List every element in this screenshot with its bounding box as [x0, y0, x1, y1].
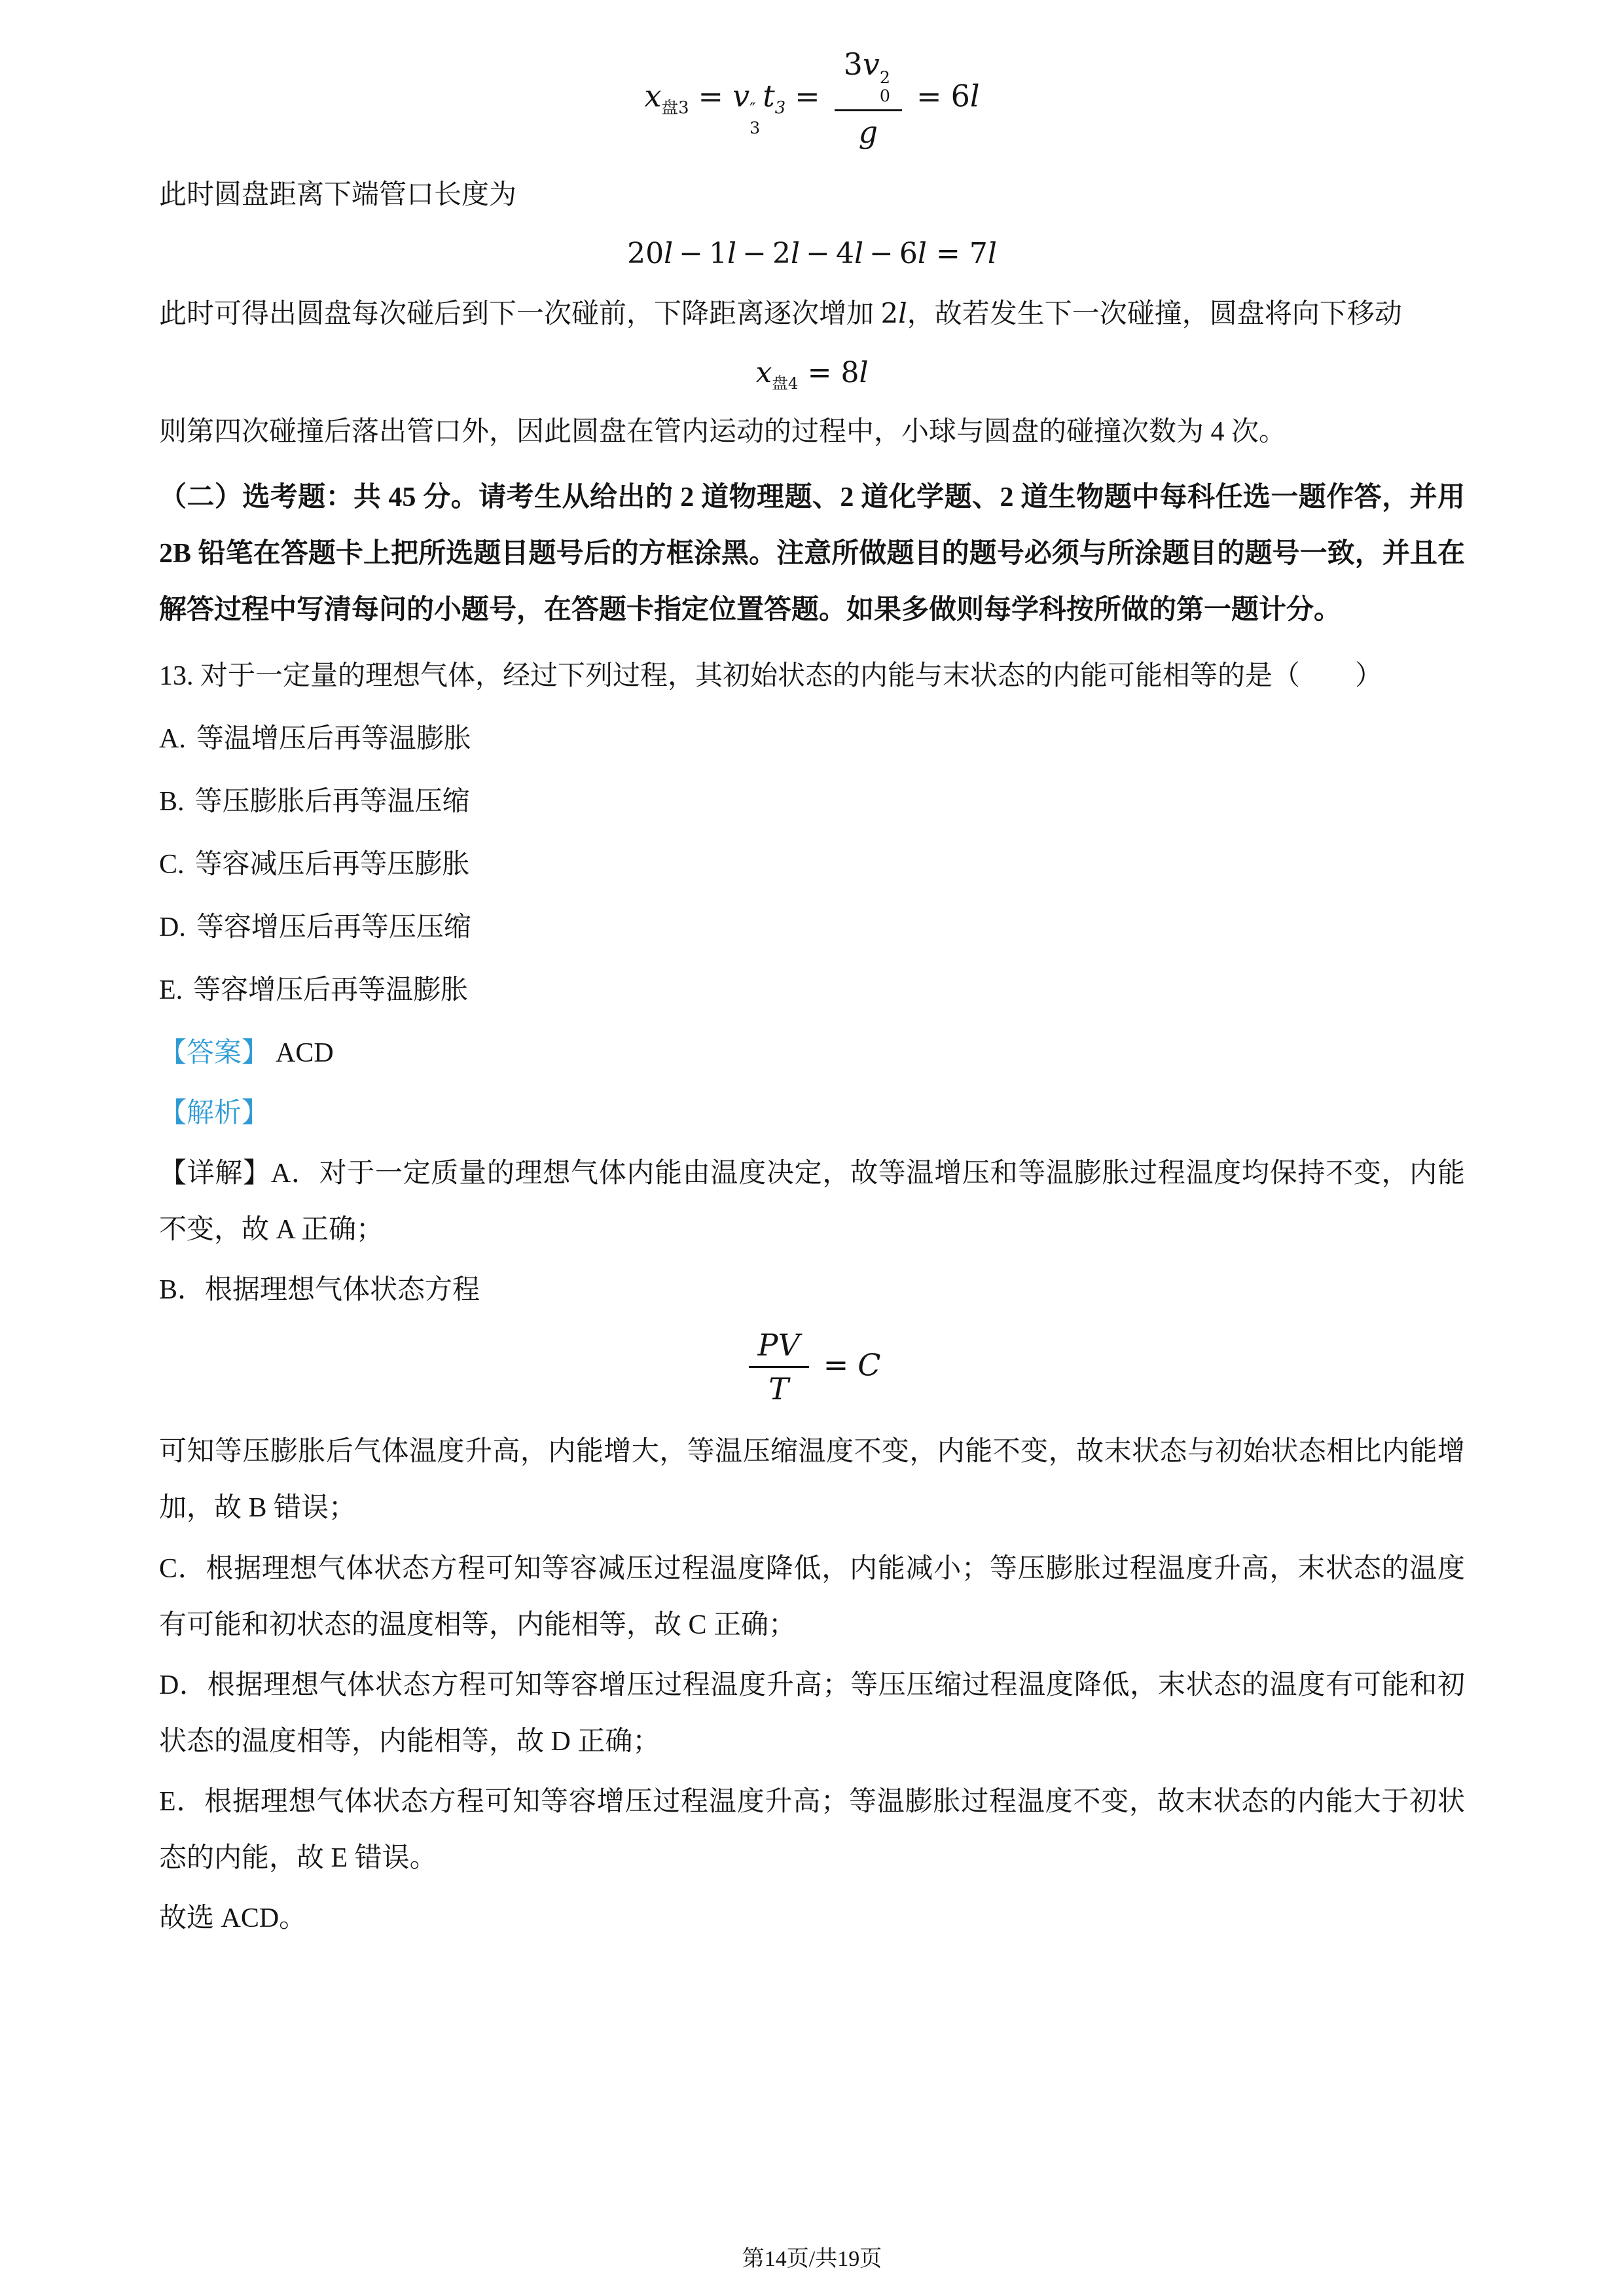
answer-value: ACD	[276, 1038, 334, 1069]
math-supsub-v	[749, 100, 760, 137]
answer-label: 【答案】	[159, 1038, 270, 1069]
math-minus: −	[679, 237, 704, 271]
math-sub-t3: 3	[774, 98, 786, 118]
math-var-v0: v	[862, 46, 880, 82]
math-num-3: 3	[843, 46, 863, 82]
math-num-6: 6	[950, 78, 970, 114]
question-13	[159, 648, 1465, 704]
math-sub-3: 3	[749, 118, 761, 137]
option-label: A.	[159, 723, 186, 754]
paragraph-collision-increase	[159, 285, 1465, 342]
math-var-g: g	[858, 115, 878, 151]
detail-paragraph-b-intro	[159, 1262, 1465, 1318]
option-text: 等温增压后再等温膨胀	[196, 723, 471, 754]
math-sup-2: 2	[879, 67, 891, 87]
paragraph-collision-count	[159, 404, 1465, 460]
page-number: 第14页/共19页	[742, 2247, 882, 2271]
math-minus: −	[742, 237, 767, 271]
option-e	[159, 962, 1465, 1018]
detail-paragraph-d	[159, 1657, 1465, 1770]
option-label: C.	[159, 849, 185, 880]
math-fraction	[749, 1328, 809, 1407]
paragraph-text: 此时圆盘距离下端管口长度为	[159, 180, 517, 211]
fraction-numerator	[749, 1328, 809, 1369]
paragraph-disc-distance	[159, 167, 1465, 223]
math-equals: =	[698, 78, 724, 114]
detail-paragraph-c	[159, 1541, 1465, 1653]
option-text: 等容增压后再等温膨胀	[193, 975, 469, 1005]
math-var-l: l	[969, 78, 980, 114]
math-equals: =	[807, 355, 832, 389]
final-answer-text: 故选 ACD。	[159, 1903, 307, 1934]
detail-label: 【详解】	[159, 1158, 271, 1189]
math-var-l: l	[854, 237, 864, 271]
math-equals: =	[935, 237, 960, 271]
math-var-v: v	[732, 78, 750, 114]
math-equals: =	[795, 78, 820, 114]
detail-paragraph-b	[159, 1424, 1465, 1536]
paragraph-text: ，故若发生下一次碰撞，圆盘将向下移动	[907, 298, 1402, 329]
detail-paragraph-e	[159, 1774, 1465, 1886]
math-var-t: t	[763, 78, 775, 114]
math-var-l: l	[898, 296, 907, 329]
math-minus: −	[869, 237, 893, 271]
math-num: 4	[835, 237, 854, 271]
math-num: 20	[627, 237, 664, 271]
option-text: 等容增压后再等压压缩	[196, 912, 471, 942]
math-var-c: C	[857, 1346, 881, 1382]
math-var-l: l	[727, 237, 737, 271]
math-sub-0: 0	[879, 86, 891, 105]
option-text: 等容减压后再等压膨胀	[194, 849, 470, 880]
option-label: B.	[159, 786, 185, 817]
fraction-denominator	[749, 1368, 809, 1407]
math-var-x: x	[644, 78, 662, 114]
option-label: E.	[159, 975, 183, 1005]
math-var-l: l	[917, 237, 927, 271]
math-var-pv: PV	[757, 1327, 800, 1363]
math-num: 7	[969, 237, 988, 271]
math-num-8: 8	[840, 355, 859, 389]
page-footer	[0, 2240, 1624, 2272]
option-b	[159, 774, 1465, 830]
paragraph-text: 则第四次碰撞后落出管口外，因此圆盘在管内运动的过程中，小球与圆盘的碰撞次数为 4 次。	[159, 417, 1287, 448]
math-num: 2	[880, 296, 899, 329]
detail-text: B．根据理想气体状态方程	[159, 1275, 480, 1306]
paragraph-text: 此时可得出圆盘每次碰后到下一次碰前，下降距离逐次增加	[159, 298, 881, 329]
option-c	[159, 836, 1465, 893]
note-text: （二）选考题：共 45 分。请考生从给出的 2 道物理题、2 道化学题、2 道生物题中每科任选一题作答，并用 2B 铅笔在答题卡上把所选题目题号后的方框涂黑。注意所做题目的题号必须与所涂题目的题号一致，并且在解答过程中写清每问的小题号，在答题卡指定位置答题。如果多做则每学科按所做的第一题计分。	[159, 482, 1465, 626]
detail-text: 可知等压膨胀后气体温度升高，内能增大，等温压缩温度不变，内能不变，故末状态与初始状态相比内能增加，故 B 错误；	[159, 1437, 1465, 1524]
math-var-l: l	[664, 237, 674, 271]
formula-disc4-displacement	[159, 350, 1465, 396]
analysis-line	[159, 1085, 1465, 1141]
option-label: D.	[159, 912, 186, 942]
section-note-optional-questions	[159, 469, 1465, 638]
math-var-t: T	[768, 1371, 789, 1407]
formula-length-sum	[159, 231, 1465, 277]
math-supsub-v0	[880, 69, 890, 106]
option-a	[159, 711, 1465, 767]
math-num: 6	[899, 237, 918, 271]
math-sup-doubleprime: ″	[749, 99, 756, 119]
detail-text: E．根据理想气体状态方程可知等容增压过程温度升高；等温膨胀过程温度不变，故末状态的内能大于初状态的内能，故 E 错误。	[159, 1786, 1465, 1873]
math-var-x: x	[755, 355, 772, 389]
math-equals: =	[823, 1346, 849, 1382]
inline-math-2l	[881, 297, 907, 329]
answer-line	[159, 1025, 1465, 1081]
detail-text: D．根据理想气体状态方程可知等容增压过程温度升高；等压压缩过程温度降低，末状态的温度有可能和初状态的温度相等，内能相等，故 D 正确；	[159, 1670, 1465, 1757]
formula-disc3-displacement	[159, 47, 1465, 150]
detail-text: C．根据理想气体状态方程可知等容减压过程温度降低，内能减小；等压膨胀过程温度升高，末状态的温度有可能和初状态的温度相等，内能相等，故 C 正确；	[159, 1553, 1465, 1640]
math-num: 2	[772, 237, 791, 271]
math-sub-pan4: 盘4	[772, 373, 799, 393]
math-sub-pan3: 盘3	[661, 98, 689, 118]
option-text: 等压膨胀后再等温压缩	[194, 786, 470, 817]
math-num: 1	[709, 237, 728, 271]
math-var-l: l	[790, 237, 801, 271]
question-text: 13. 对于一定量的理想气体，经过下列过程，其初始状态的内能与末状态的内能可能相等的是（ ）	[159, 660, 1383, 691]
final-answer-line	[159, 1890, 1465, 1946]
option-d	[159, 899, 1465, 956]
analysis-label: 【解析】	[159, 1098, 270, 1129]
fraction-denominator	[835, 111, 902, 150]
math-fraction	[835, 47, 902, 150]
math-var-l: l	[859, 355, 869, 389]
math-minus: −	[806, 237, 830, 271]
fraction-numerator	[835, 47, 902, 111]
math-equals: =	[916, 78, 942, 114]
formula-ideal-gas-law	[159, 1328, 1465, 1407]
detail-paragraph-a	[159, 1145, 1465, 1258]
math-var-l: l	[987, 237, 997, 271]
detail-text: A．对于一定质量的理想气体内能由温度决定，故等温增压和等温膨胀过程温度均保持不变，内能不变，故 A 正确；	[159, 1158, 1465, 1246]
